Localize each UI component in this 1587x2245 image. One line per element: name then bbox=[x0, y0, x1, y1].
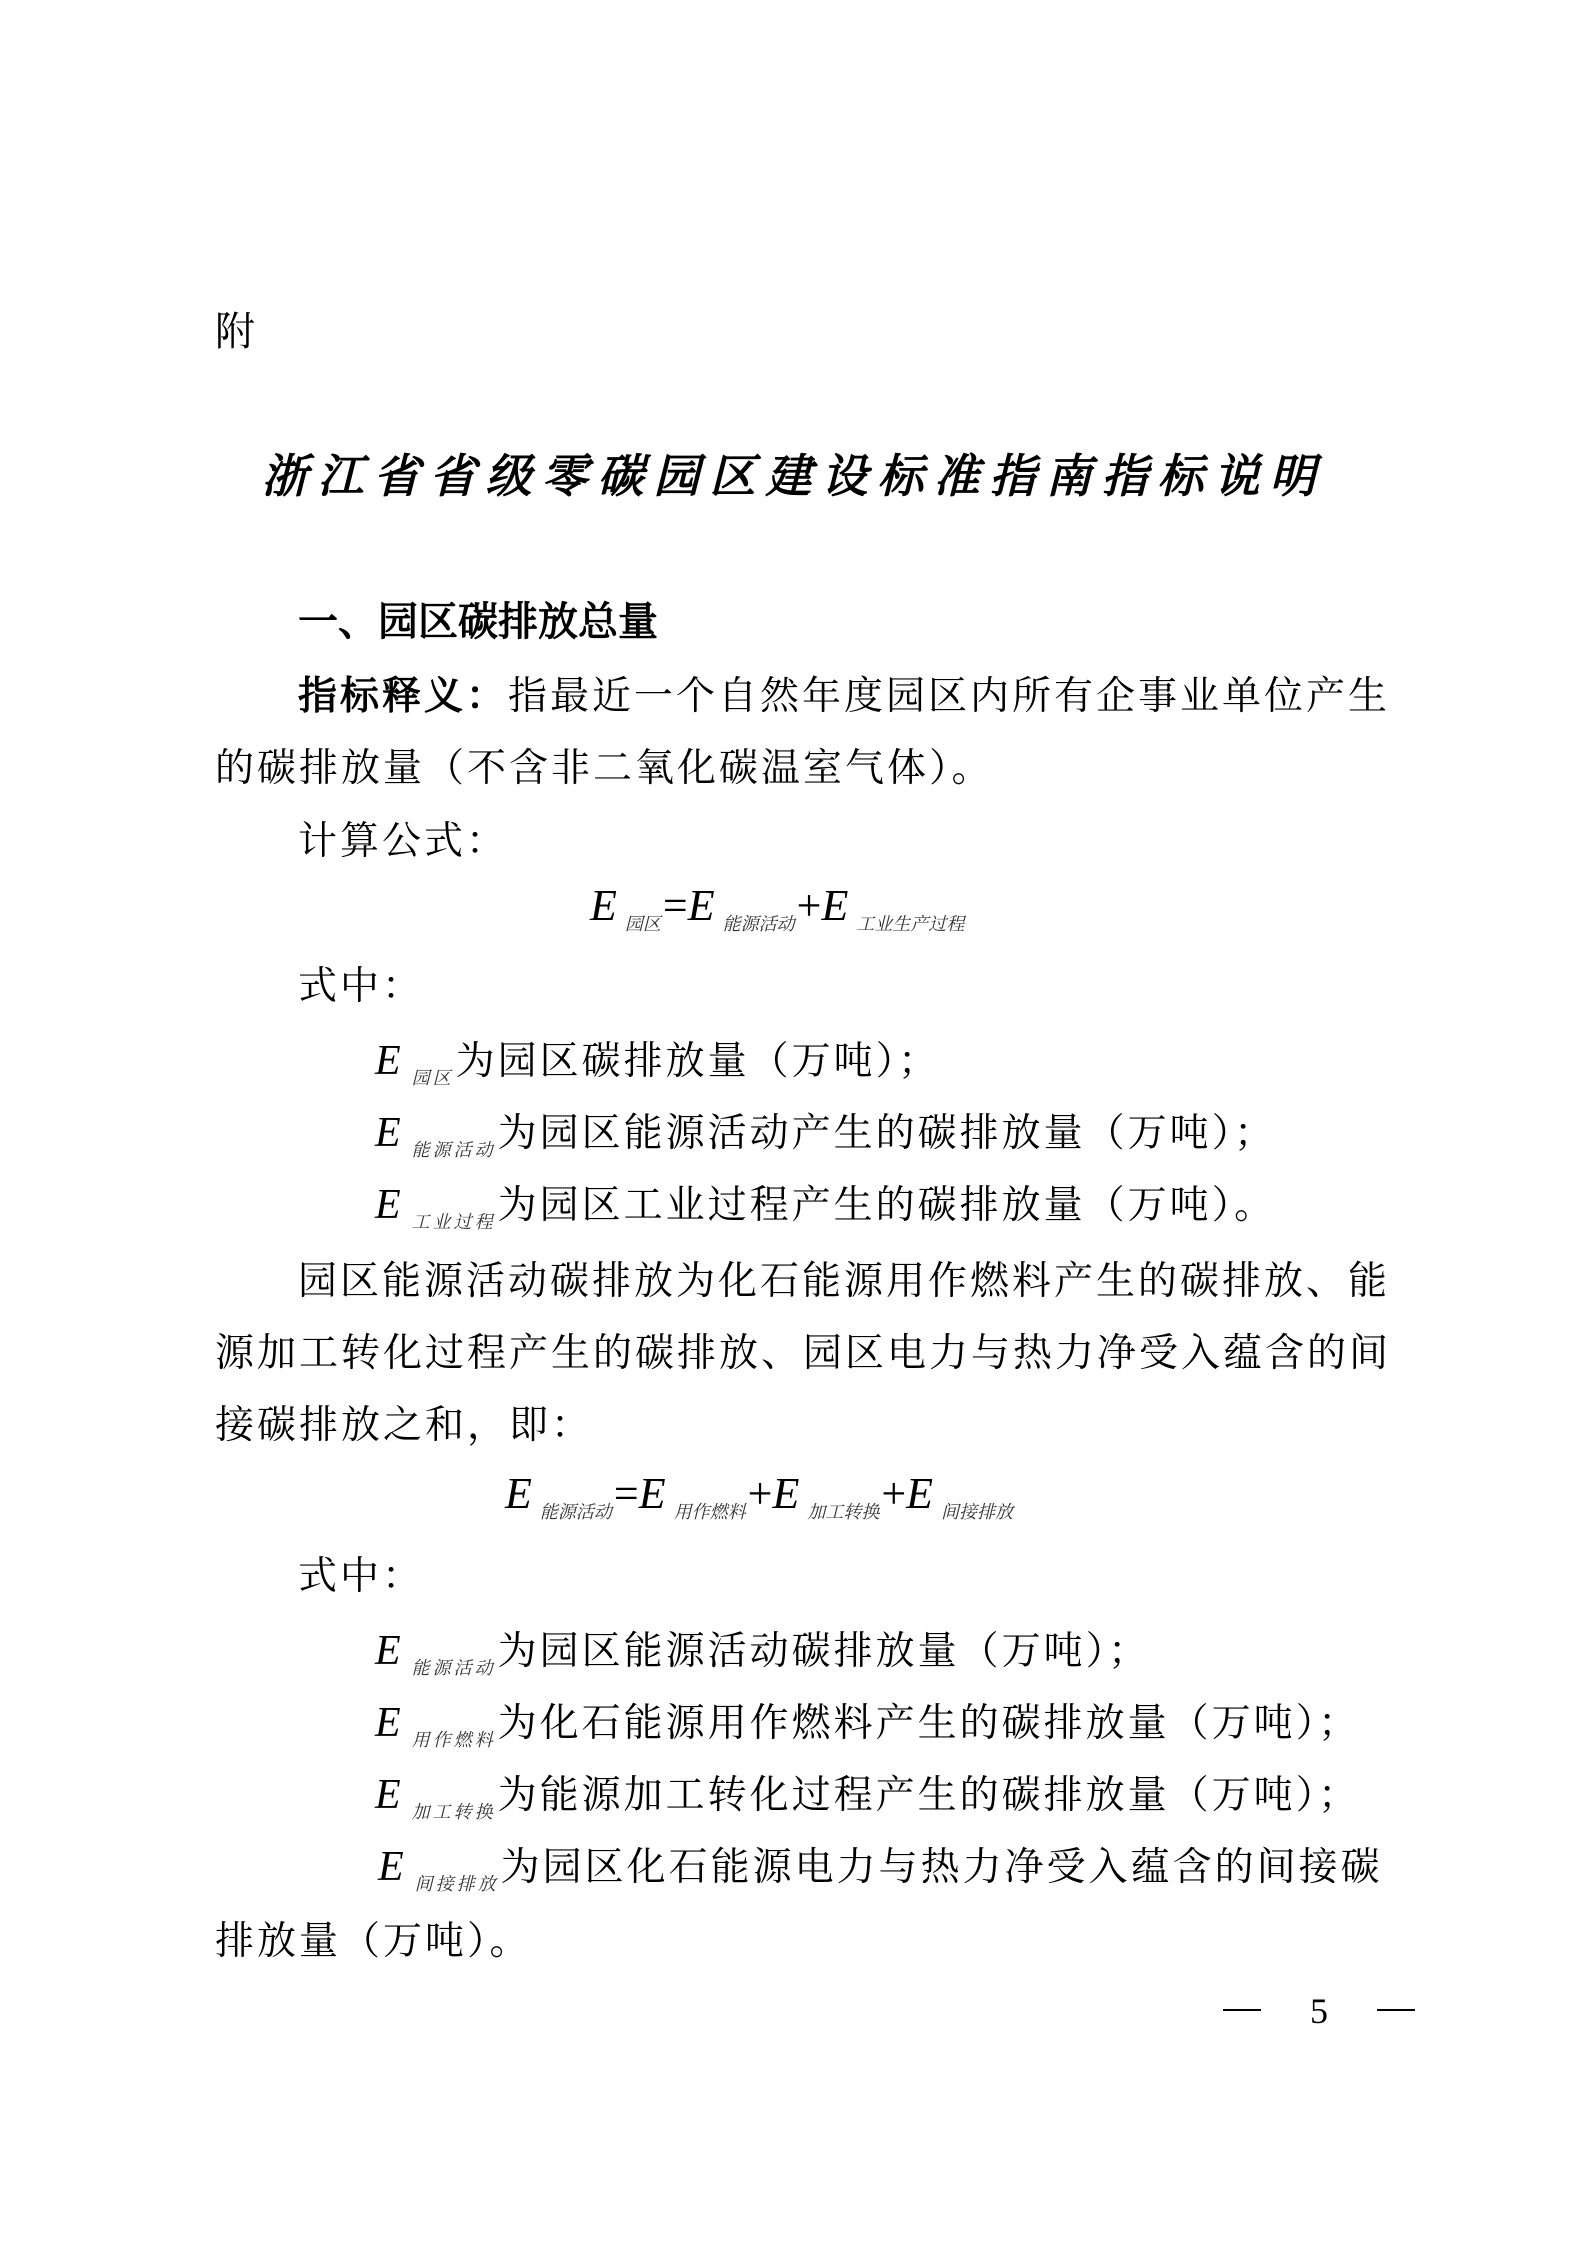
definition-label: 指标释义： bbox=[298, 674, 509, 719]
definition-item: E $_{工业过程}$为园区工业过程产生的碳排放量（万吨）。 bbox=[375, 1182, 1277, 1233]
section-heading: 一、园区碳排放总量 bbox=[298, 599, 658, 645]
definition-item: E $_{用作燃料}$为化石能源用作燃料产生的碳排放量（万吨）； bbox=[375, 1700, 1361, 1751]
formula-total-emissions: E $_{园区}$=E $_{能源活动}$+E $_{工业生产过程}$ bbox=[590, 881, 965, 935]
document-title: 浙江省省级零碳园区建设标准指南指标说明 bbox=[261, 449, 1326, 503]
definition-line-1: 指标释义：指最近一个自然年度园区内所有企事业单位产生 bbox=[298, 674, 1391, 719]
definition-item: E $_{加工转换}$为能源加工转化过程产生的碳排放量（万吨）； bbox=[375, 1772, 1361, 1823]
paragraph-line-2: 源加工转化过程产生的碳排放、园区电力与热力净受入蕴含的间 bbox=[215, 1331, 1392, 1376]
paragraph-line-3: 接碳排放之和，即： bbox=[215, 1403, 594, 1448]
definition-item: E $_{能源活动}$为园区能源活动碳排放量（万吨）； bbox=[375, 1628, 1151, 1679]
page-number: 5 bbox=[1223, 1990, 1415, 2032]
formula-label: 计算公式： bbox=[298, 819, 509, 864]
definition-continuation: 排放量（万吨）。 bbox=[215, 1919, 532, 1964]
definition-item: E $_{能源活动}$为园区能源活动产生的碳排放量（万吨）； bbox=[375, 1110, 1277, 1161]
definition-item: E $_{园区}$为园区碳排放量（万吨）； bbox=[375, 1038, 941, 1089]
paragraph-line-1: 园区能源活动碳排放为化石能源用作燃料产生的碳排放、能 bbox=[298, 1259, 1391, 1304]
formula-energy-activity: E $_{能源活动}$=E $_{用作燃料}$+E $_{加工转换}$+E $_{间接排放}$ bbox=[505, 1469, 1014, 1523]
definition-item: E $_{间接排放}$为园区化石能源电力与热力净受入蕴含的间接碳 bbox=[378, 1844, 1383, 1895]
dash-left bbox=[1223, 2009, 1261, 2011]
where-label-1: 式中： bbox=[298, 964, 425, 1009]
definition-line-2: 的碳排放量（不含非二氧化碳温室气体）。 bbox=[215, 746, 994, 791]
dash-right bbox=[1377, 2009, 1415, 2011]
where-label-2: 式中： bbox=[298, 1554, 425, 1599]
attachment-label: 附 bbox=[215, 309, 255, 355]
